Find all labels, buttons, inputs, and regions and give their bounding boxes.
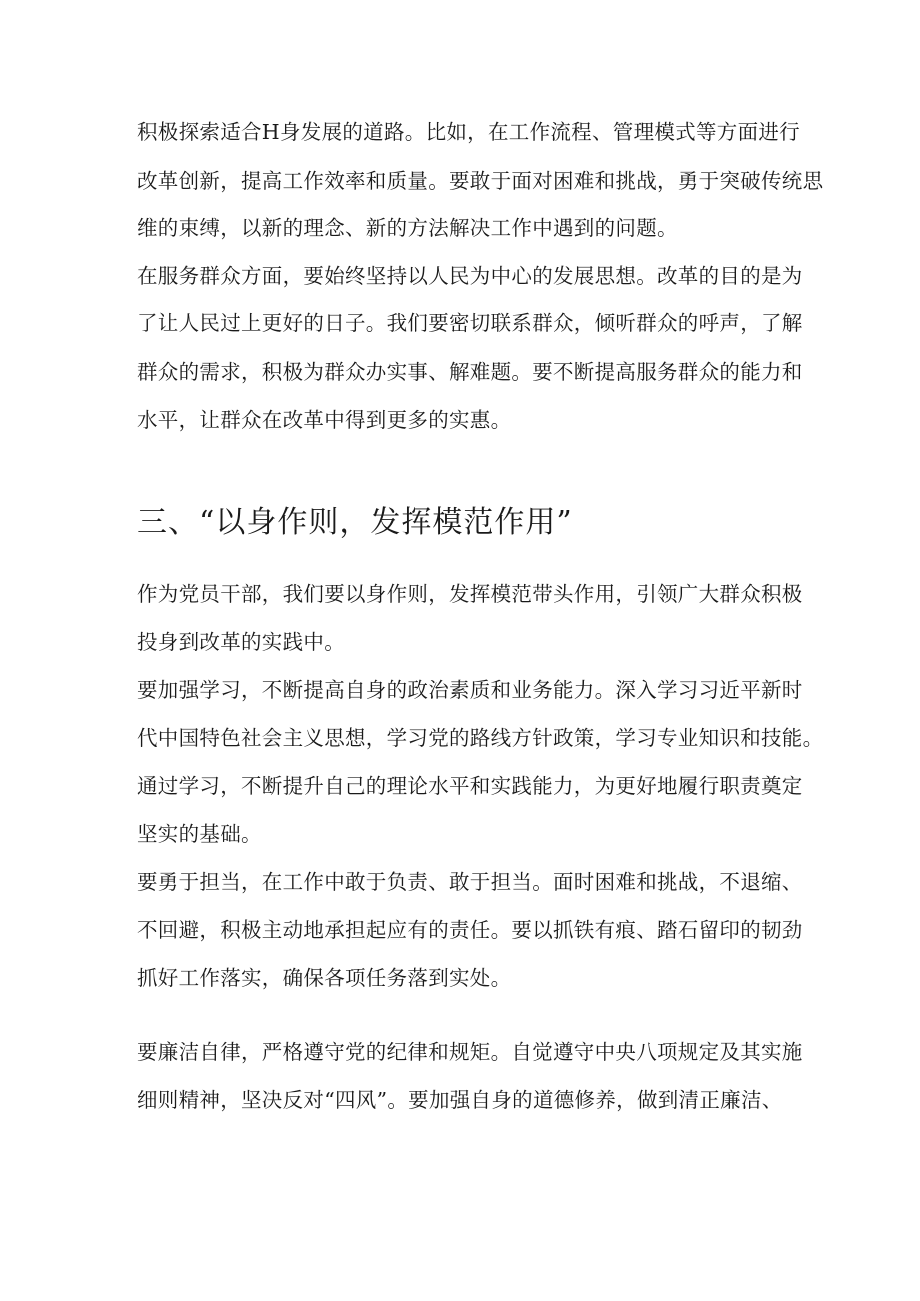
paragraph-1-line-3: 维的束缚，以新的理念、新的方法解决工作中遇到的问题。: [137, 216, 678, 240]
paragraph-6-line-2: 细则精神，坚决反对“四风”。要加强自身的道德修养，做到清正廉洁、: [137, 1088, 783, 1112]
paragraph-6-line-1: 要廉洁自律，严格遵守党的纪律和规矩。自觉遵守中央八项规定及其实施: [137, 1040, 803, 1064]
paragraph-4-line-3: 通过学习，不断提升自己的理论水平和实践能力，为更好地履行职责奠定: [137, 774, 803, 798]
paragraph-2-line-1: 在服务群众方面，要始终坚持以人民为中心的发展思想。改革的目的是为: [137, 264, 803, 288]
paragraph-1-line-2: 改革创新，提高工作效率和质量。要敢于面对困难和挑战，勇于突破传统思: [137, 169, 824, 193]
paragraph-2-line-3: 群众的需求，积极为群众办实事、解难题。要不断提高服务群众的能力和: [137, 360, 803, 384]
paragraph-5-line-3: 抓好工作落实，确保各项任务落到实处。: [137, 966, 512, 990]
paragraph-2-line-2: 了让人民过上更好的日子。我们要密切联系群众，倾听群众的呼声，了解: [137, 311, 803, 335]
paragraph-1-line-1: 积极探索适合H身发展的道路。比如，在工作流程、管理模式等方面进行: [137, 120, 800, 144]
paragraph-5-line-1: 要勇于担当，在工作中敢于负责、敢于担当。面时困难和挑战，不退缩、: [137, 870, 803, 894]
paragraph-3-line-1: 作为党员干部，我们要以身作则，发挥模范带头作用，引领广大群众积极: [137, 582, 803, 606]
paragraph-5-line-2: 不回避，积极主动地承担起应有的责任。要以抓铁有痕、踏石留印的韧劲: [137, 918, 803, 942]
paragraph-4-line-2: 代中国特色社会主义思想，学习党的路线方针政策，学习专业知识和技能。: [137, 726, 824, 750]
section-heading: 三、“以身作则，发挥模范作用”: [137, 505, 573, 540]
paragraph-4-line-4: 坚实的基础。: [137, 822, 262, 846]
paragraph-4-line-1: 要加强学习，不断提高自身的政治素质和业务能力。深入学习习近平新时: [137, 678, 803, 702]
paragraph-2-line-4: 水平，让群众在改革中得到更多的实惠。: [137, 408, 512, 432]
paragraph-3-line-2: 投身到改革的实践中。: [137, 630, 345, 654]
